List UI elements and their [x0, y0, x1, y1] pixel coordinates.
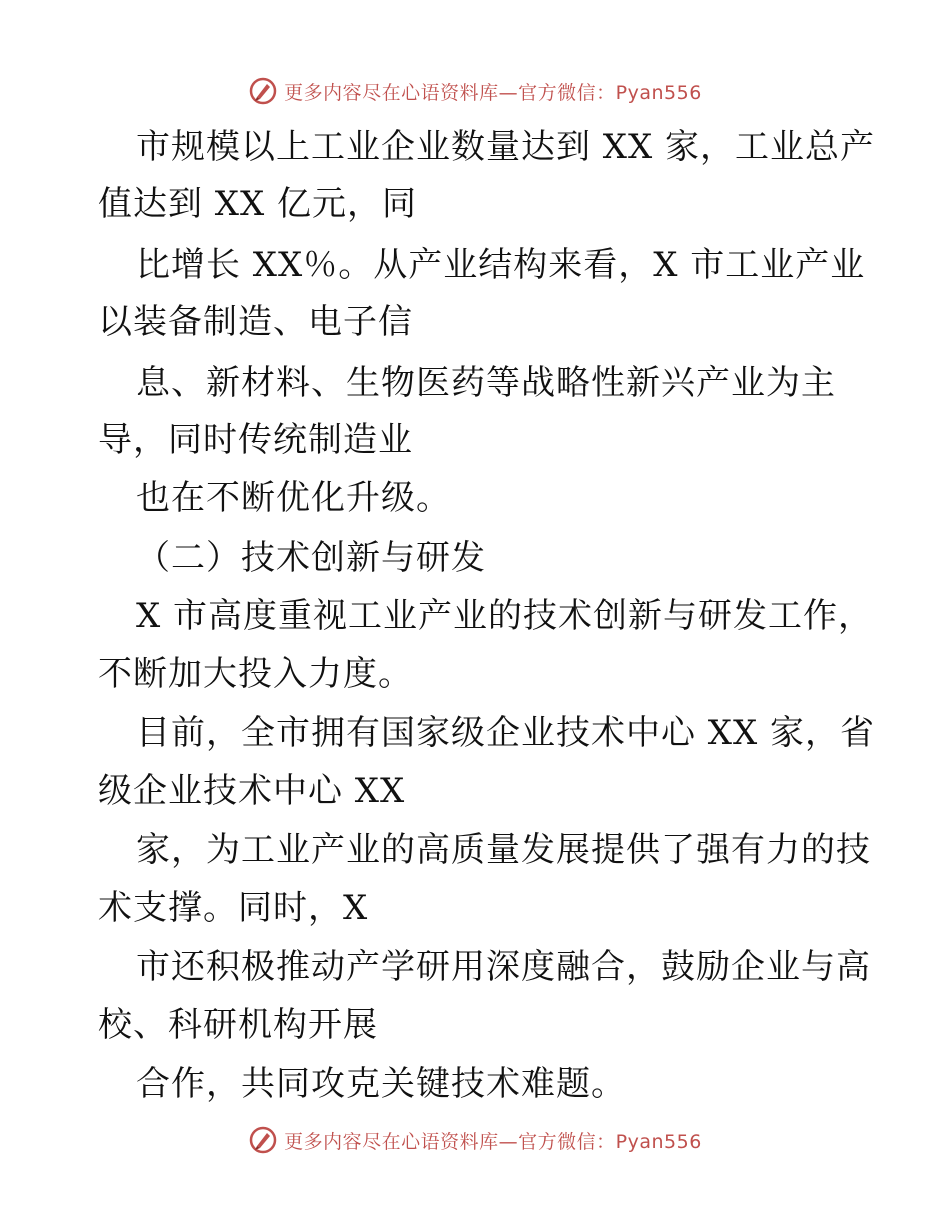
- footer-watermark-banner: [0, 1123, 950, 1157]
- text-line: 比增长 XX％。从产业结构来看，X 市工业产业: [136, 245, 866, 285]
- text-line: 级企业技术中心 XX: [98, 771, 406, 811]
- text-line: 校、科研机构开展: [98, 1005, 378, 1045]
- text-line: 不断加大投入力度。: [98, 654, 413, 694]
- text-line: 以装备制造、电子信: [98, 302, 413, 342]
- banner-text: 更多内容尽在心语资料库—官方微信：Pyan556: [284, 1130, 702, 1153]
- banner-text: 更多内容尽在心语资料库—官方微信：Pyan556: [284, 81, 702, 104]
- text-line: 导，同时传统制造业: [98, 420, 413, 460]
- text-line: 家，为工业产业的高质量发展提供了强有力的技: [136, 830, 871, 870]
- text-line: 术支撑。同时，X: [98, 888, 369, 928]
- header-watermark-banner: [0, 74, 950, 108]
- text-line: 也在不断优化升级。: [136, 478, 451, 518]
- text-line: 市规模以上工业企业数量达到 XX 家，工业总产: [136, 127, 876, 167]
- text-line: 合作，共同攻克关键技术难题。: [136, 1064, 626, 1104]
- text-line: 息、新材料、生物医药等战略性新兴产业为主: [136, 363, 836, 403]
- text-line: 市还积极推动产学研用深度融合，鼓励企业与高: [136, 947, 871, 987]
- text-line: X 市高度重视工业产业的技术创新与研发工作，: [136, 596, 874, 636]
- pen-logo-icon: [248, 76, 278, 106]
- text-line: 值达到 XX 亿元，同: [98, 184, 418, 224]
- section-heading: （二）技术创新与研发: [136, 538, 486, 578]
- pen-logo-icon: [248, 1125, 278, 1155]
- text-line: 目前，全市拥有国家级企业技术中心 XX 家，省: [136, 713, 876, 753]
